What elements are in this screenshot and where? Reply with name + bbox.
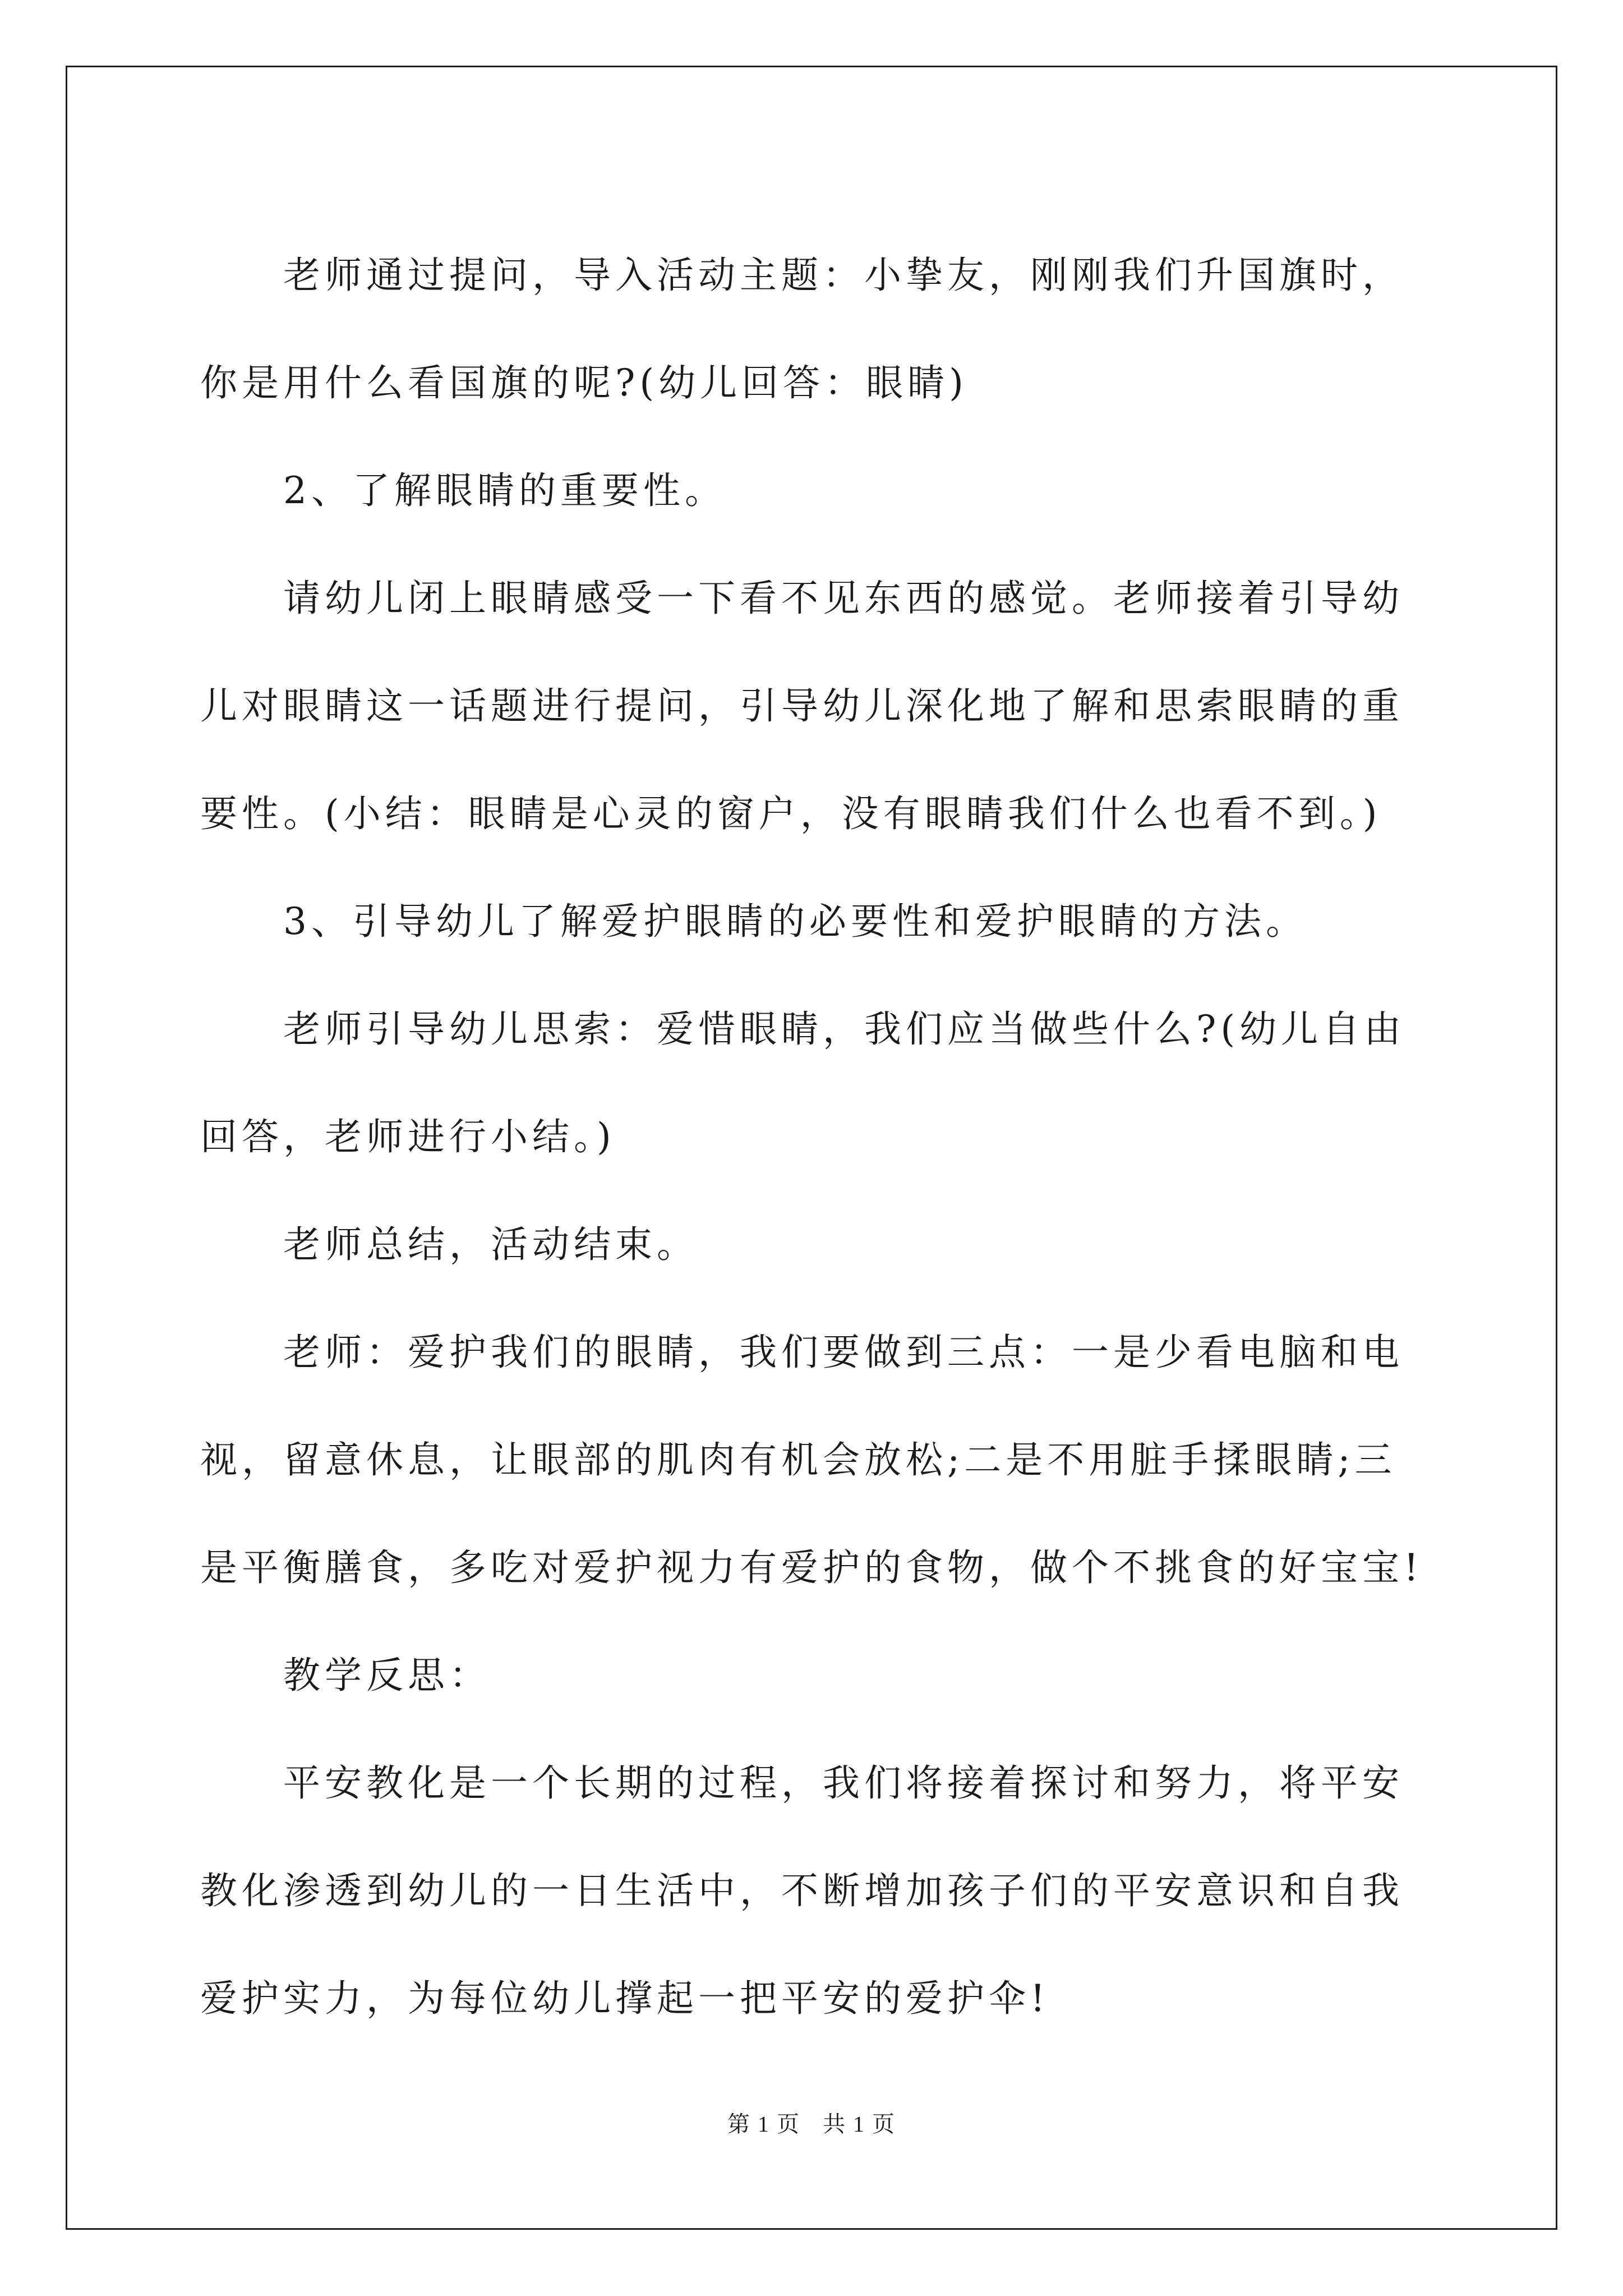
paragraph-three-points: 老师：爱护我们的眼睛，我们要做到三点：一是少看电脑和电视，留意休息，让眼部的肌肉有机会放松;二是不用脏手揉眼睛;三是平衡膳食，多吃对爱护视力有爱护的食物，做个不挑食的好宝宝! — [200, 1331, 1423, 1589]
page-footer — [0, 2106, 1623, 2138]
paragraph-step-2-heading: 2、了解眼睛的重要性。 — [283, 469, 726, 512]
paragraph-step-3-heading: 3、引导幼儿了解爱护眼睛的必要性和爱护眼睛的方法。 — [283, 900, 1307, 943]
paragraph-protect-eyes-question: 老师引导幼儿思索：爱惜眼睛，我们应当做些什么?(幼儿自由回答，老师进行小结。) — [200, 1007, 1406, 1158]
paragraph-reflection-heading: 教学反思： — [283, 1654, 491, 1697]
page-number: 第 1 页 — [727, 2111, 800, 2137]
document-body — [200, 222, 1434, 2053]
paragraph-reflection-body: 平安教化是一个长期的过程，我们将接着探讨和努力，将平安教化渗透到幼儿的一日生活中，不断增加孩子们的平安意识和自我爱护实力，为每位幼儿撑起一把平安的爱护伞! — [200, 1761, 1404, 2020]
paragraph-intro-question: 老师通过提问，导入活动主题：小挚友，刚刚我们升国旗时，你是用什么看国旗的呢?(幼儿回答：眼睛) — [200, 254, 1404, 404]
paragraph-teacher-summary: 老师总结，活动结束。 — [283, 1223, 698, 1266]
paragraph-close-eyes: 请幼儿闭上眼睛感受一下看不见东西的感觉。老师接着引导幼儿对眼睛这一话题进行提问，引导幼儿深化地了解和思索眼睛的重要性。(小结：眼睛是心灵的窗户，没有眼睛我们什么也看不到。) — [200, 577, 1404, 835]
page-total: 共 1 页 — [823, 2111, 896, 2137]
